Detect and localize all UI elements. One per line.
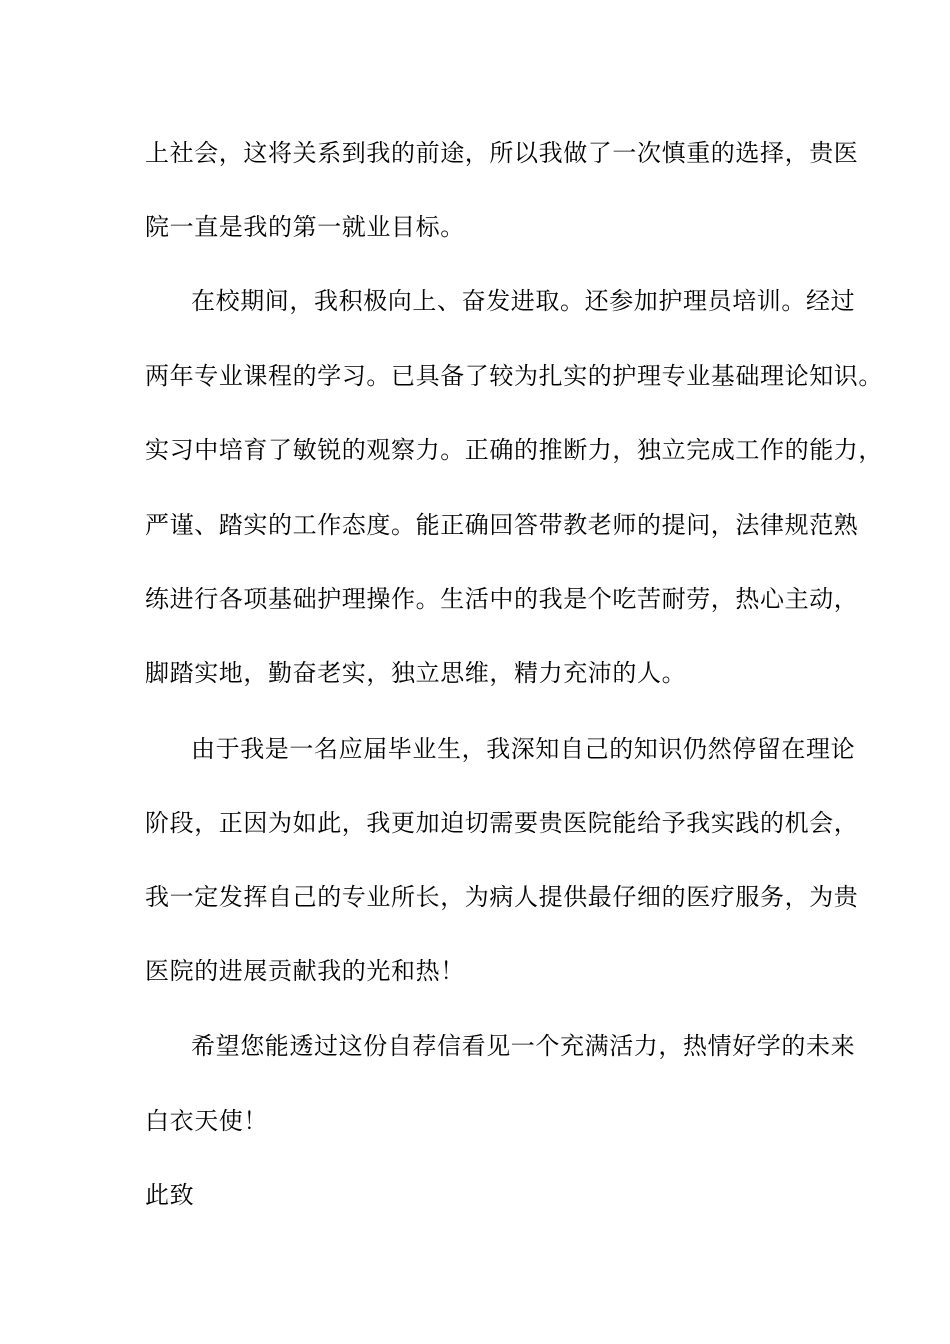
text-line-1: 上社会，这将关系到我的前途，所以我做了一次慎重的选择，贵医 <box>145 139 859 167</box>
text-line-8: 脚踏实地，勤奋老实，独立思维，精力充沛的人。 <box>145 659 687 687</box>
paragraph-start-line: 希望您能透过这份自荐信看见一个充满活力，热情好学的未来 <box>191 1032 856 1060</box>
paragraph-start-line: 由于我是一名应届毕业生，我深知自己的知识仍然停留在理论 <box>191 735 856 763</box>
text-line-6: 严谨、踏实的工作态度。能正确回答带教老师的提问，法律规范熟 <box>145 511 859 539</box>
text-line-14: 白衣天使！ <box>145 1107 268 1135</box>
paragraph-start-line: 在校期间，我积极向上、奋发进取。还参加护理员培训。经过 <box>191 287 856 315</box>
text-line-5: 实习中培育了敏锐的观察力。正确的推断力，独立完成工作的能力， <box>145 436 883 464</box>
text-line-4: 两年专业课程的学习。已具备了较为扎实的护理专业基础理论知识。 <box>145 362 883 390</box>
closing-line: 此致 <box>145 1181 195 1209</box>
text-line-7: 练进行各项基础护理操作。生活中的我是个吃苦耐劳，热心主动， <box>145 585 859 613</box>
text-line-2: 院一直是我的第一就业目标。 <box>145 213 465 241</box>
text-line-10: 阶段，正因为如此，我更加迫切需要贵医院能给予我实践的机会， <box>145 809 859 837</box>
text-line-12: 医院的进展贡献我的光和热！ <box>145 957 465 985</box>
text-line-11: 我一定发挥自己的专业所长，为病人提供最仔细的医疗服务，为贵 <box>145 883 859 911</box>
